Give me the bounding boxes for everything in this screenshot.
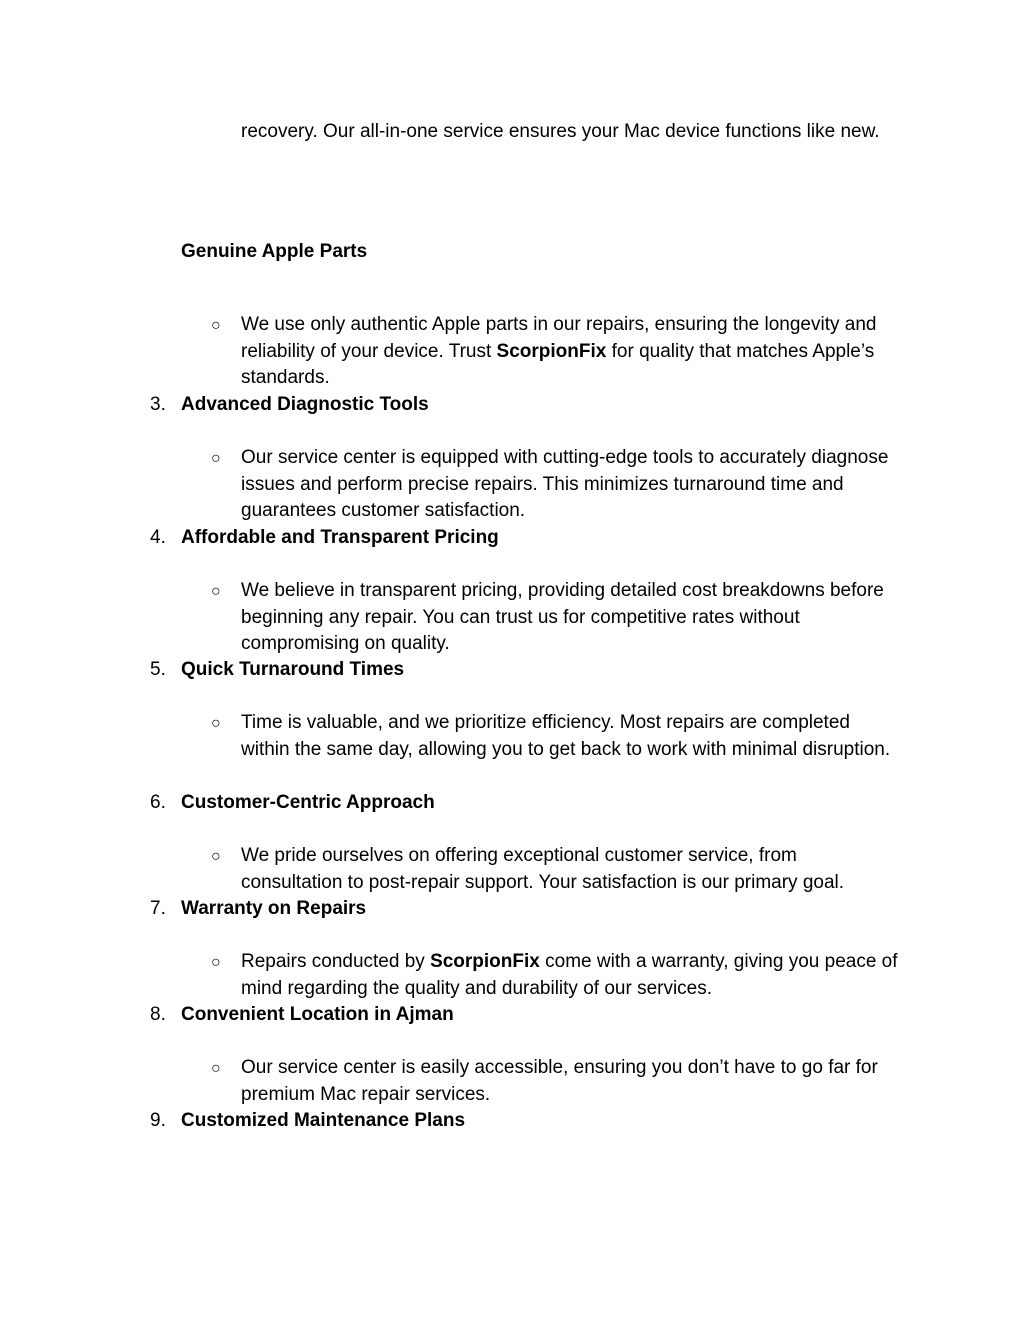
section-heading-pricing: Affordable and Transparent Pricing — [181, 527, 499, 548]
section-heading-diagnostic-tools: Advanced Diagnostic Tools — [181, 394, 429, 415]
turnaround-paragraph: Time is valuable, and we prioritize efficiency. Most repairs are completed within the same day, allowing you to get back to work with minimal disruption. — [241, 712, 891, 760]
genuine-parts-paragraph — [241, 312, 901, 392]
list-number: 6. — [150, 792, 166, 813]
diagnostic-tools-paragraph: Our service center is equipped with cutting-edge tools to accurately diagnose issues and perform precise repairs. This minimizes turnaround time and guarantees customer satisfaction. — [241, 447, 889, 522]
pricing-paragraph: We believe in transparent pricing, providing detailed cost breakdowns before beginning any repair. You can trust us for competitive rates without compromising on quality. — [241, 580, 884, 655]
location-paragraph: Our service center is easily accessible, ensuring you don’t have to go far for premium Mac repair services. — [241, 1057, 878, 1105]
warranty-paragraph — [241, 949, 901, 1002]
bullet-symbol: ○ — [211, 317, 221, 334]
paragraph-text: for quality that matches Apple’s standards. — [241, 340, 875, 389]
bullet-symbol: ○ — [211, 450, 221, 467]
paragraph-text: We use only authentic Apple parts in our repairs, ensuring the longevity and reliability of your device. Trust — [241, 314, 877, 362]
list-number: 8. — [150, 1004, 166, 1025]
section-heading-customer-centric: Customer-Centric Approach — [181, 792, 435, 813]
bullet-symbol: ○ — [211, 848, 221, 865]
bullet-symbol: ○ — [211, 954, 221, 971]
customer-centric-paragraph: We pride ourselves on offering exceptional customer service, from consultation to post-repair support. Your satisfaction is our primary goal. — [241, 845, 845, 893]
brand-name: ScorpionFix — [430, 951, 540, 972]
list-number: 3. — [150, 394, 166, 415]
bullet-symbol: ○ — [211, 1060, 221, 1077]
list-number: 7. — [150, 898, 166, 919]
section-heading-warranty: Warranty on Repairs — [181, 898, 367, 919]
section-heading-genuine-parts: Genuine Apple Parts — [181, 241, 368, 262]
paragraph-text: Repairs conducted by — [241, 951, 431, 972]
bullet-symbol: ○ — [211, 583, 221, 600]
list-number: 5. — [150, 659, 166, 680]
intro-paragraph: recovery. Our all-in-one service ensures your Mac device functions like new. — [241, 121, 880, 142]
paragraph-text: come with a warranty, giving you peace of mind regarding the quality and durability of our services. — [241, 951, 898, 999]
bullet-symbol: ○ — [211, 715, 221, 732]
brand-name: ScorpionFix — [496, 340, 607, 362]
list-number: 4. — [150, 527, 166, 548]
section-heading-maintenance-plans: Customized Maintenance Plans — [181, 1110, 466, 1131]
list-number: 9. — [150, 1110, 166, 1131]
section-heading-turnaround: Quick Turnaround Times — [181, 659, 405, 680]
section-heading-location: Convenient Location in Ajman — [181, 1004, 454, 1025]
